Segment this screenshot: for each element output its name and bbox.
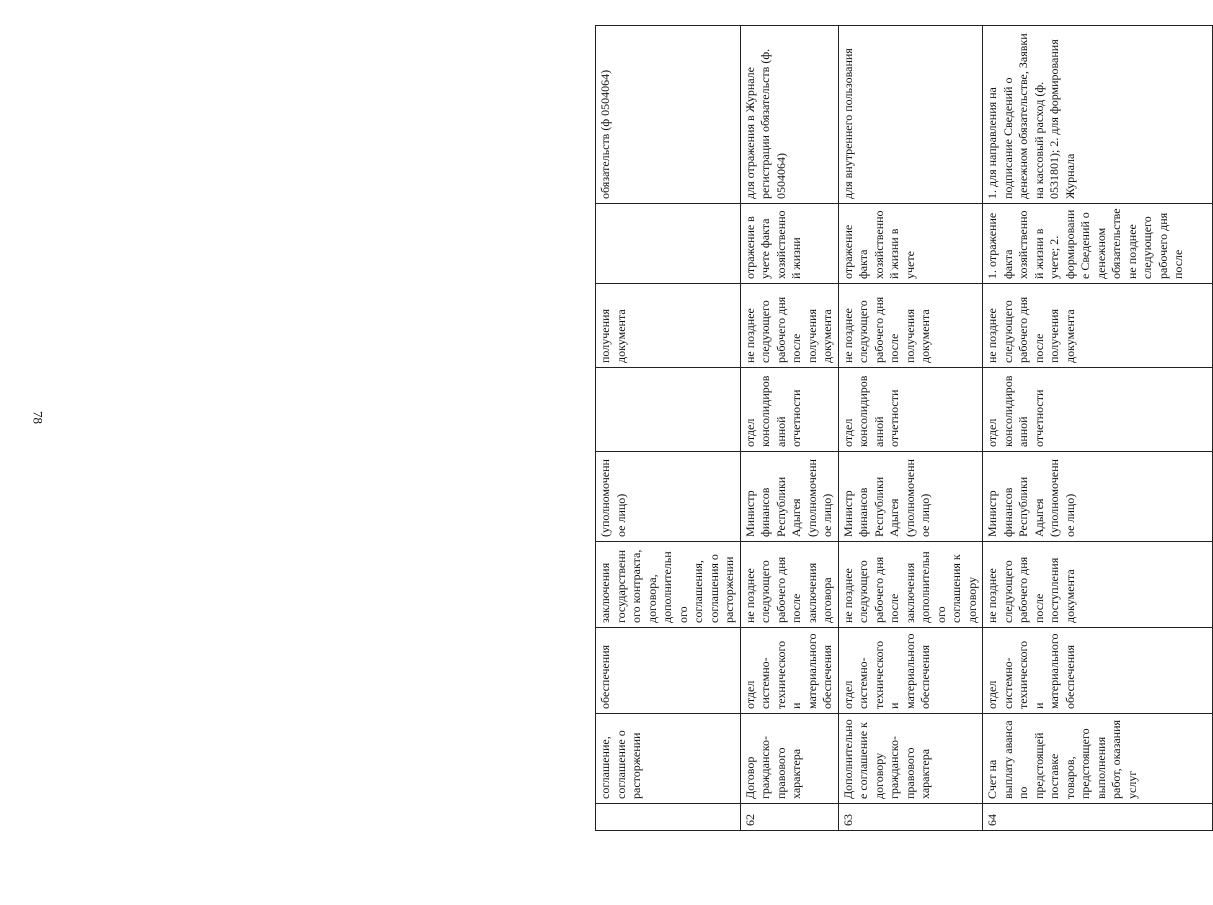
cell-purpose [596,204,741,284]
cell-purpose: 1. отражение факта хозяйственной жизни в учете; 2. формирование Сведений о денежном обязательстве не позднее следующего рабочего дня после [983,204,1213,284]
cell-register: для отражения в Журнале регистрации обязательств (ф. 0504064) [740,26,838,204]
cell-number: 64 [983,804,1213,831]
cell-responsible: отдел системно-технического и материального обеспечения [740,628,838,714]
cell-register: для внутреннего пользования [838,26,983,204]
cell-deadline: не позднее следующего рабочего дня после поступления документа [983,542,1213,628]
cell-responsible: обеспечения [596,628,741,714]
cell-number [596,804,741,831]
cell-deadline: не позднее следующего рабочего дня после заключения договора [740,542,838,628]
cell-responsible: отдел системно-технического и материального обеспечения [838,628,983,714]
cell-term: не позднее следующего рабочего дня после получения документа [838,284,983,368]
cell-department: отдел консолидированной отчетности [983,368,1213,452]
page-number: 78 [30,411,46,424]
cell-register: 1. для направления на подписание Сведений о денежном обязательстве, Заявки на кассовый расход (ф. 0531801); 2. для формирования Журнала [983,26,1213,204]
cell-number: 62 [740,804,838,831]
cell-recipient: (уполномоченное лицо) [596,452,741,542]
cell-responsible: отдел системно-технического и материального обеспечения [983,628,1213,714]
rotated-table-inner [595,26,1185,831]
cell-purpose: отражение в учете факта хозяйственной жизни [740,204,838,284]
cell-register: обязательств (ф 0504064) [596,26,741,204]
table-row [838,26,983,831]
cell-recipient: Министр финансов Республики Адыгея (уполномоченное лицо) [983,452,1213,542]
table-row [596,26,741,831]
cell-recipient: Министр финансов Республики Адыгея (уполномоченное лицо) [740,452,838,542]
cell-document-name: соглашение, соглашение о расторжении [596,714,741,804]
cell-term: получения документа [596,284,741,368]
rotated-table-container [60,26,1185,831]
cell-purpose: отражение факта хозяйственной жизни в учете [838,204,983,284]
table-row [740,26,838,831]
cell-document-name: Договор гражданско-правового характера [740,714,838,804]
cell-department: отдел консолидированной отчетности [838,368,983,452]
cell-document-name: Дополнительное соглашение к договору гражданско-правового характера [838,714,983,804]
cell-term: не позднее следующего рабочего дня после получения документа [983,284,1213,368]
cell-number: 63 [838,804,983,831]
cell-document-name: Счет на выплату аванса по предстоящей поставке товаров, предстоящего выполнения работ, оказания услуг [983,714,1213,804]
cell-deadline: заключения государственного контракта, договора, дополнительного соглашения, соглашения о расторжении [596,542,741,628]
document-table [595,25,1213,831]
cell-term: не позднее следующего рабочего дня после получения документа [740,284,838,368]
table-row [983,26,1213,831]
cell-recipient: Министр финансов Республики Адыгея (уполномоченное лицо) [838,452,983,542]
cell-department [596,368,741,452]
cell-department: отдел консолидированной отчетности [740,368,838,452]
cell-deadline: не позднее следующего рабочего дня после заключения дополнительного соглашения к договору [838,542,983,628]
